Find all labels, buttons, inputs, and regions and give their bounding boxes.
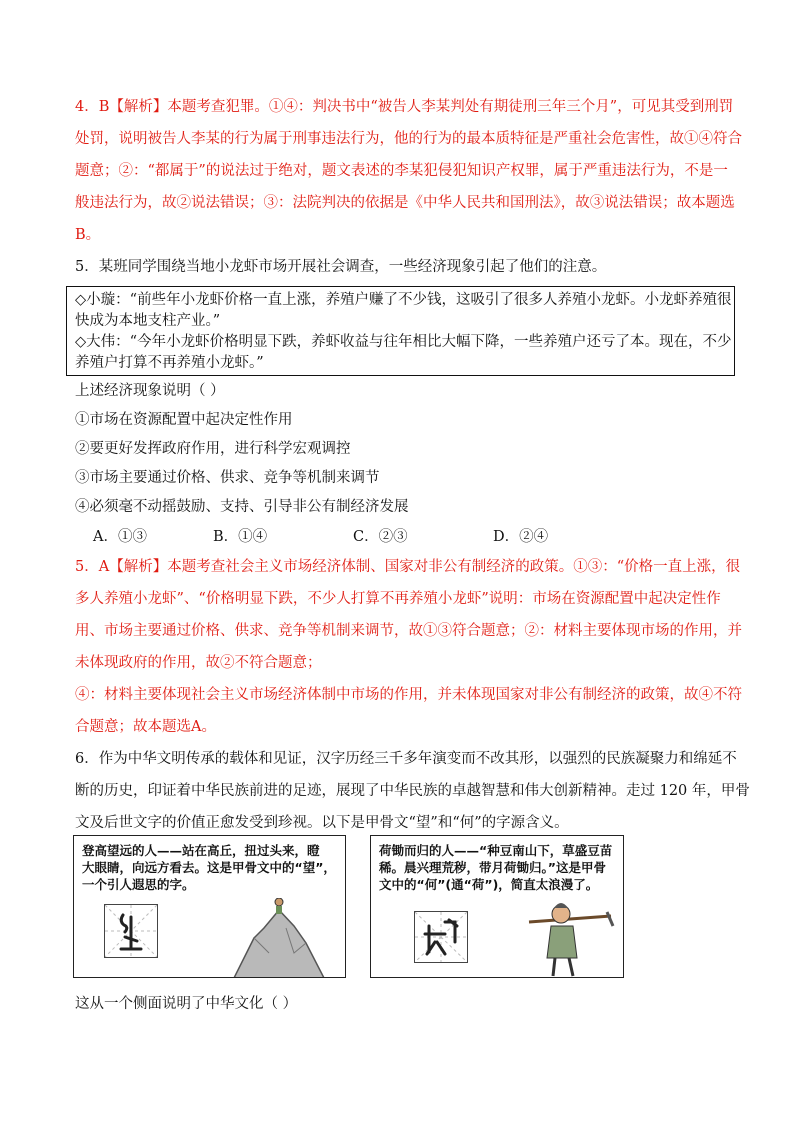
q5-answer-line: 合题意；故本题选A。: [75, 719, 216, 735]
person-on-hill-icon: [224, 898, 334, 978]
material-line: ◇大伟：“今年小龙虾价格明显下跌，养虾收益与往年相比大幅下降，一些养殖户还亏了本。现在，不少: [75, 334, 732, 350]
panel-caption-line: 稀。晨兴理荒秽，带月荷锄归。”这是甲骨: [379, 860, 606, 875]
option-b[interactable]: B．①④: [213, 529, 268, 545]
material-line: 养殖户打算不再养殖小龙虾。”: [75, 355, 264, 371]
q5-answer-line: 多人养殖小龙虾”、“价格明显下跌，不少人打算不再养殖小龙虾”说明：市场在资源配置中起决定性作: [75, 591, 721, 607]
q5-answer-line: ④：材料主要体现社会主义市场经济体制中市场的作用，并未体现国家对非公有制经济的政策，故④不符: [75, 687, 742, 703]
q5-question: 上述经济现象说明（ ）: [75, 383, 225, 399]
material-line: 快成为本地支柱产业。”: [75, 313, 221, 329]
q5-stem: 5．某班同学围绕当地小龙虾市场开展社会调查，一些经济现象引起了他们的注意。: [75, 259, 607, 275]
oracle-glyph-wang: [104, 904, 158, 958]
statement: ④必须毫不动摇鼓励、支持、引导非公有制经济发展: [75, 499, 409, 515]
q4-answer-line: 题意；②：“都属于”的说法过于绝对，题文表述的李某犯侵犯知识产权罪，属于严重违法行为，不是一: [75, 163, 728, 179]
statement: ②要更好发挥政府作用，进行科学宏观调控: [75, 441, 351, 457]
glyph-grid-icon: [105, 905, 157, 957]
option-a[interactable]: A．①③: [93, 529, 147, 545]
glyph-grid-icon: [415, 912, 467, 962]
q5-answer-line: 未体现政府的作用，故②不符合题意；: [75, 655, 322, 671]
panel-caption-line: 登高望远的人——站在高丘，扭过头来，瞪: [82, 843, 320, 858]
material-line: ◇小璇：“前些年小龙虾价格一直上涨，养殖户赚了不少钱，这吸引了很多人养殖小龙虾。小龙虾养殖很: [75, 292, 732, 308]
oracle-glyph-he: [414, 911, 468, 963]
q5-answer-line: 用、市场主要通过价格、供求、竞争等机制来调节，故①③符合题意；②：材料主要体现市场的作用，并: [75, 623, 742, 639]
q6-stem-line: 文及后世文字的价值正愈发受到珍视。以下是甲骨文“望”和“何”的字源含义。: [75, 815, 569, 831]
statement: ③市场主要通过价格、供求、竞争等机制来调节: [75, 470, 380, 486]
panel-caption-line: 大眼睛，向远方看去。这是甲骨文中的“望”，: [82, 860, 336, 875]
q4-answer-line: 处罚，说明被告人李某的行为属于刑事违法行为，他的行为的最本质特征是严重社会危害性，故①④符合: [75, 131, 742, 147]
q4-answer-line: 4．B【解析】本题考查犯罪。①④：判决书中“被告人李某判处有期徒刑三年三个月”，可见其受到刑罚: [75, 99, 734, 115]
q6-stem-line: 6．作为中华文明传承的载体和见证，汉字历经三千多年演变而不改其形，以强烈的民族凝聚力和绵延不: [75, 751, 737, 767]
option-d[interactable]: D．②④: [493, 529, 549, 545]
panel-he: [370, 835, 624, 978]
panel-caption-line: 文中的“何”(通“荷”)，简直太浪漫了。: [379, 877, 599, 892]
person-with-hoe-icon: [521, 896, 616, 978]
panel-caption-line: 荷锄而归的人——“种豆南山下，草盛豆苗: [379, 843, 613, 858]
q4-answer-line: 般违法行为，故②说法错误；③：法院判决的依据是《中华人民共和国刑法》，故③说法错误；故本题选: [75, 195, 735, 211]
panel-caption-line: 一个引人遐思的字。: [82, 877, 195, 892]
q6-question: 这从一个侧面说明了中华文化（ ）: [75, 996, 298, 1012]
q4-answer-line: B。: [75, 227, 101, 243]
statement: ①市场在资源配置中起决定性作用: [75, 412, 293, 428]
panel-wang: [73, 835, 346, 978]
q5-material-box: [66, 286, 735, 376]
q5-answer-line: 5．A【解析】本题考查社会主义市场经济体制、国家对非公有制经济的政策。①③：“价格一直上涨，很: [75, 559, 741, 575]
q6-stem-line: 断的历史，印证着中华民族前进的足迹，展现了中华民族的卓越智慧和伟大创新精神。走过 120 年，甲骨: [75, 783, 750, 799]
option-c[interactable]: C．②③: [353, 529, 408, 545]
